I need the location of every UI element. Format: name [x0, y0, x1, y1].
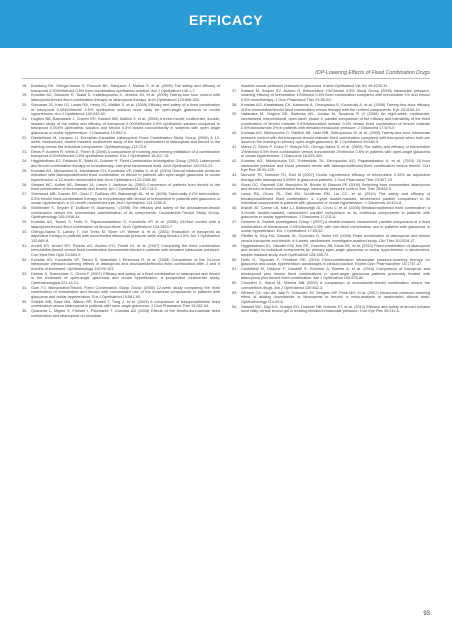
section-title: EFFICACY	[189, 12, 263, 28]
reference-entry	[22, 84, 220, 93]
reference-entry	[22, 117, 220, 135]
reference-number: 37.	[232, 88, 238, 93]
reference-number: 54.	[232, 304, 238, 309]
reference-entry	[22, 159, 220, 168]
reference-entry	[232, 281, 430, 290]
reference-number: 32.	[22, 257, 28, 262]
reference-number: 38.	[232, 102, 238, 107]
reference-entry	[232, 89, 430, 103]
reference-number: 34.	[22, 285, 28, 290]
reference-entry	[22, 230, 220, 244]
running-head: IOP-Lowering Effects of Fixed Combination Drugs	[315, 70, 430, 76]
reference-number: 47.	[232, 220, 238, 225]
reference-entry	[232, 145, 430, 159]
reference-number: 36.	[22, 309, 28, 314]
reference-entry	[232, 258, 430, 267]
reference-entry	[232, 234, 430, 243]
reference-number: 26.	[22, 182, 28, 187]
reference-entry	[232, 267, 430, 281]
reference-text: Centofanti M, Oddone F, Gandolfi S, Hommer A, Boehm A, et al. (2010) Comparison of travoprost and bimatoprost plus timolol fixed combinations in open-angle glaucoma patients previously treated with latanoprost plus timolol fixed combination. Am J Ophthalmol 150:575-80.	[241, 267, 430, 281]
reference-text: Hollo G, Topouzis F, Fechtner RD (2014) Fixed-combination intraocular pressure-lowering therapy for glaucoma and ocular hypertension: advantages in clinical practice. Expert Opin Pharmacother 15:1737-47.	[241, 257, 430, 267]
reference-number: 27.	[22, 192, 28, 197]
reference-number: 52.	[232, 281, 238, 286]
reference-text: Konstas AG, Tsironi S, Hollo G, Papaconstantinou D, Kozobolis VP, et al. (2006) 24-Hour control with a latanoprost-timolol fixed combination vs timolol alone. Arch Ophthalmol 124:1553-7.	[31, 220, 220, 229]
reference-text: Denis P, Andrew R, Wells D, Friren B (2006) A comparison of morning and evening instillation of a combination travoprost 0.004%/timolol 0.5% ophthalmic solution. Eur J Ophthalmol 16:407-15.	[31, 149, 220, 159]
reference-text: Konstas AG, Mikropoulos D, Haidich AB, Nasr MB, Sotiropoulou M, et al. (2009) Twenty-four-hour intraocular pressure control with the travoprost-timolol maleate fixed combination compared with travoprost when both are dosed in the evening in primary open-angle glaucoma. Br J Ophthalmol 93:481-5.	[241, 131, 430, 145]
reference-text: Lewis RA, Gross RL, Sall KN, Schiffman RM, Liu CC, et al. (2010) The safety and efficacy of bimatoprost/timolol fixed combination: a 1-year double-masked, randomized parallel comparison to its individual components in patients with glaucoma or ocular hypertension. J Glaucoma 19:424-6.	[241, 192, 430, 206]
reference-text: Konstas AG, Mikropoulos DG, Embeslidis TA, Dimopoulos AG, Papanastasiou A, et al. (2010) 24-hour intraocular pressure and blood pressure levels with latanoprost/timolol fixed combination versus timolol. Curr Eye Res 35:99-105.	[241, 159, 430, 173]
reference-entry	[22, 150, 220, 159]
reference-entry	[22, 192, 220, 206]
reference-entry	[22, 220, 220, 229]
reference-text: Bamberg DK, Ortega-Nunez S, Pecover BK, Sampson J, Mallick S, et al. (2005) The safety and efficacy of travoprost 0.004%/timolol 0.5% fixed combination ophthalmic solution. Am J Ophthalmol 140:1-7.	[31, 84, 220, 93]
reference-text: Brandt JD, Cantor LB, Katz LJ, Batoosingh AL, Chou C, et al. (2008) Bimatoprost/timolol fixed combination: a 3-month double-masked, randomized parallel comparison to its individual components in patients with glaucoma or ocular hypertension. J Glaucoma 17:211-6.	[241, 206, 430, 220]
reference-entry	[232, 220, 430, 234]
reference-number: 22.	[22, 135, 28, 140]
reference-text: Hughes BA, Bacharach J, Craven ER, Kaback MB, Mallick S, et al. (2005) A three-month, multicenter, double-masked study of the safety and efficacy of travoprost 0.004%/timolol 0.5% ophthalmic solution compared to travoprost 0.004% ophthalmic solution and timolol 0.5% dosed concomitantly in subjects with open angle glaucoma or ocular hypertension. J Glaucoma 14:392-9.	[31, 117, 220, 135]
reference-number: 46.	[232, 206, 238, 211]
reference-entry	[232, 244, 430, 258]
reference-entry	[232, 84, 430, 89]
reference-column-left	[22, 84, 220, 319]
reference-entry	[22, 183, 220, 192]
reference-number: 20.	[22, 102, 28, 107]
reference-text: Goni FJ; Brimonidine/Timolol Fixed Combination Study Group (2005) 12-week study comparing the fixed combination of brimonidine and timolol with concomitant use of the individual components in patients with glaucoma and ocular hypertension. Eur J Ophthalmol 15:581-90.	[31, 285, 220, 299]
page-number: 93	[423, 611, 430, 617]
reference-number: 43.	[232, 173, 238, 178]
reference-entry	[22, 300, 220, 309]
reference-text: Hatanaka M, Grigera DE, Barbosa WL, Jordao M, Susanna R Jr (2008) An eight-week, multicenter, randomized, interventional, open-label, phase 4, parallel comparison of the efficacy and tolerability of the fixed combination of timolol maleate 0.5%/brimonidine tartrate 0.2% versus fixed combination of timolol maleate 0.5%/dorzolamide 2% in patients with elevated intraocular pressure. J Glaucoma 17:674-9.	[241, 112, 430, 131]
reference-entry	[232, 131, 430, 145]
reference-number: 18.	[22, 84, 28, 88]
reference-text: Kaback M, Scoper SV, Arzeno G, Brimonidine 1%/Timolol 0.5% Study Group (2008) Intraocular pressure-lowering efficacy of brimonidine 1%/timolol 0.5% fixed combination compared with brimonidine 1% and timolol 0.5% monotherapy. J Ocul Pharmacol Ther 24:55-63.	[241, 88, 430, 103]
reference-entry	[232, 112, 430, 130]
reference-text: Higginbotham EJ, Olander KW, Kim EE, Grunden JW, Kwok KK, et al. (2010) Fixed combination of latanoprost and timolol vs individual components for primary open-angle glaucoma or ocular hypertension: a randomized, double-masked study. Arch Ophthalmol 128:165-72.	[241, 243, 430, 257]
reference-number	[232, 84, 241, 89]
reference-text: diastolic ocular perfusion pressure in glaucoma. Invest Ophthalmol Vis Sci 49:4226-31.	[241, 84, 389, 88]
reference-number: 19.	[22, 93, 28, 98]
reference-entry	[22, 169, 220, 183]
reference-entry	[22, 93, 220, 102]
reference-text: Konstas AG, Kozobolis VP, Tsironi S, Makridaki I, Efremova R, et al. (2008) Comparison of the 24-hour intraocular pressure-lowering effects of latanoprost and dorzolamide/timolol fixed combination after 2 and 6 months of treatment. Ophthalmology 115:99-103.	[31, 257, 220, 271]
reference-text: Mundorf TK, Noecker RJ, Earl M (2007) Ocular hypotensive efficacy of brimonidine 0.15% as adjunctive therapy with latanoprost 0.005% in glaucoma patients. J Ocul Pharmacol Ther 23:307-13.	[241, 173, 430, 182]
reference-entry	[232, 173, 430, 182]
reference-entry	[22, 286, 220, 300]
reference-number: 23.	[22, 149, 28, 154]
reference-number: 28.	[22, 206, 28, 211]
reference-entry	[22, 244, 220, 258]
reference-text: Arcieri ES, Arcieri RS, Pereira AC, Andreo EG, Finotti IG, et al. (2007) Comparing the fixed combination brimonidine-timolol versus fixed combination dorzolamide-timolol in patients with elevated intraocular pressure. Curr Med Res Opin 23:683-9.	[31, 243, 220, 257]
reference-number: 21.	[22, 117, 28, 121]
reference-number: 42.	[232, 159, 238, 164]
reference-number: 40.	[232, 131, 238, 136]
reference-number: 41.	[232, 145, 238, 150]
reference-number: 45.	[232, 192, 238, 197]
reference-text: Konstas AG, Bohacek R, Tsatal D, Kaltsikopoulos K, Jenkins JN, et al. (2005) Twenty-four-hour control with latanoprost-timolol fixed combination therapy vs latanoprost therapy. Arch Ophthalmol 123:898-902.	[31, 93, 220, 103]
reference-text: Schuman JS, Katz GJ, Lewis RA, Henry JC, Mallick S, et al. (2005) Efficacy and safety of a fixed combination of travoprost 0.004%/timolol 0.5% ophthalmic solution once daily for open-angle glaucoma or ocular hypertension. Am J Ophthalmol 140:242-50.	[31, 102, 220, 117]
reference-entry	[232, 159, 430, 173]
header-banner	[0, 0, 452, 48]
reference-number: 33.	[22, 271, 28, 276]
reference-text: Strohmaier K, Snyder E, DuBiner H, Adamsons I (1998) The efficacy and safety of the dorzolamide-timolol combination versus the concomitant administration of its components. Dorzolamide-Timolol Study Group. Ophthalmology 105:1936-44.	[31, 206, 220, 220]
reference-text: Quaranta L, Miglior S, Floriani I, Pizzolante T, Konstas AG (2008) Effects of the timolol-dorzolamide fixed combination and latanoprost on circadian	[31, 309, 220, 318]
reference-entry	[22, 103, 220, 117]
reference-column-right	[232, 84, 430, 319]
reference-entry	[232, 206, 430, 220]
reference-number: 50.	[232, 257, 238, 262]
reference-number: 48.	[232, 234, 238, 239]
reference-entry	[22, 309, 220, 318]
reference-entry	[232, 291, 430, 305]
reference-text: Orengo-Nania S, Landry T, Von Tress M, Silver LH, Weiner A, et al. (2001) Evaluation of travoprost as adjunctive therapy in patients with uncontrolled intraocular pressure while using timolol 0.5%. Am J Ophthalmol 132:860-8.	[31, 229, 220, 243]
reference-entry	[232, 305, 430, 314]
reference-text: Rossi GC, Pasinetti GM, Bracchino M, Bordin M, Bianchi PE (2009) Switching from concomitant latanoprost and timolol to fixed combination therapy: intraocular pressure control. Adv Ther 26:862-9.	[241, 182, 430, 192]
reference-entry	[232, 103, 430, 112]
reference-entry	[232, 183, 430, 192]
reference-entry	[22, 258, 220, 272]
reference-text: Dunker S, Schmucker C, Grehn F (2007) Efficacy and safety of a fixed combination of latanoprost and timolol in the treatment of open-angle glaucoma and ocular hypertension: a prospective multicenter study. Ophthalmologica 221:16-21.	[31, 271, 220, 285]
reference-text: Diestelhorst M, Larsson LI, European-Canadian Latanoprost Fixed Combination Study Group (2006) A 12-week, randomized, double-masked, multicenter study of the fixed combination of latanoprost and timolol in the evening versus the individual components. Ophthalmology 113:70-6.	[31, 135, 220, 149]
reference-text: Manni G, Denis P, Chew P, Sharpe ED, Orengo-Nania S, et al. (2009) The safety and efficacy of brimonidine 1%/timolol 0.5% fixed combination versus dorzolamide 2%/timolol 0.5% in patients with open-angle glaucoma or ocular hypertension. J Glaucoma 18:293-300.	[241, 145, 430, 159]
reference-number: 44.	[232, 182, 238, 187]
reference-number: 39.	[232, 112, 238, 117]
reference-number: 49.	[232, 243, 238, 248]
reference-number: 25.	[22, 168, 28, 173]
header-rule	[22, 78, 430, 79]
reference-text: Higginbotham EJ, Feldman R, Stiles M, Dubiner H; Fixed Combination Investigative Group (2002) Latanoprost and timolol combination therapy vs monotherapy: one-year randomized trials. Arch Ophthalmol 120:915-22.	[31, 159, 220, 168]
reference-text: Stewart WC, Kolker AE, Stewart JA, Leech J, Jackson AL (2000) Conversion of patients from timolol to the fixed combination of dorzolamide and timolol. Am J Ophthalmol 130:713-9.	[31, 182, 220, 192]
reference-number: 30.	[22, 229, 28, 234]
reference-text: Konstas AG, Mylopoulos N, Karabatsas CH, Kozobolis VP, Diafas S, et al. (2004) Diurnal intraocular pressure reduction with latanoprost/timolol fixed combination vs timolol in patients with open-angle glaucoma or ocular hypertension: a 12-month randomized trial. Arch Ophthalmol 122:1258-65.	[31, 168, 220, 182]
reference-text: Stewart WC, Day DG, Sharpe ED, Dubiner HB, Holmes KT, et al. (2010) Efficacy and safety of timolol solution once daily versus timolol gel in treating elevated intraocular pressure. Curr Eye Res 35:211-6.	[241, 304, 430, 314]
reference-number: 24.	[22, 159, 28, 164]
reference-text: Konstas AG, Karabatsas CH, Katsanos A, Georgiadou E, Kozobolis A, et al. (2006) Twenty-four-hour efficacy of the brimonidine/timolol fixed combination versus therapy with the unfixed components. Eye 20:1105-10.	[241, 102, 430, 112]
reference-text: Sherwood MB, Craven ER, Chou C, DuBiner HB, Batoosingh AL, et al. (2006) Twice-daily 0.2% brimonidine-0.5% timolol fixed-combination therapy vs monotherapy with timolol or brimonidine in patients with glaucoma or ocular hypertension: a 12-month randomized trial. Arch Ophthalmol 124:1230-8.	[31, 192, 220, 206]
reference-text: Shields MB, Kass MA, Wilson RP, Realini T, Tong J, et al. (2003) A comparison of travoprost/timolol fixed combination versus latanoprost in patients with open-angle glaucoma. J Ocul Pharmacol Ther 19:357-64.	[31, 299, 220, 309]
reference-number: 51.	[232, 267, 238, 272]
reference-entry	[22, 136, 220, 150]
reference-entry	[232, 192, 430, 206]
reference-number: 29.	[22, 220, 28, 225]
reference-number: 53.	[232, 290, 238, 295]
reference-text: Choudhri S, Wand M, Shields MB (2000) A comparison of dorzolamide-timolol combination versus the concomitant drugs. Am J Ophthalmol 130:832-3.	[241, 281, 430, 290]
reference-columns	[22, 84, 430, 319]
reference-entry	[22, 206, 220, 220]
reference-number: 35.	[22, 299, 28, 304]
reference-text: Hommer A; Ganfort Investigators Group I (2007) A double-masked, randomized, parallel comparison of a fixed combination of bimatoprost 0.03%/timolol 0.5% with non-fixed combination use in patients with glaucoma or ocular hypertension. Eur J Ophthalmol 17:53-62.	[241, 220, 430, 234]
reference-text: Pfeiffer N, Kluy HU, Sasabe JK, Gonzalez D, Keller HG (2008) Fixed combination of latanoprost and timolol versus travoprost and timolol: a 6-week, randomized, investigator-masked study. Clin Ther 30:2018-27.	[241, 234, 430, 243]
reference-number: 31.	[22, 243, 28, 248]
reference-entry	[22, 272, 220, 286]
reference-text: Webers CA, van der Valk R, Schouten JS, Zeegers MP, Prins MH, et al. (2007) Intraocular pressure-lowering effect of adding dorzolamide or latanoprost to timolol: a meta-analysis of randomized clinical trials. Ophthalmology 114:40-6.	[241, 290, 430, 304]
